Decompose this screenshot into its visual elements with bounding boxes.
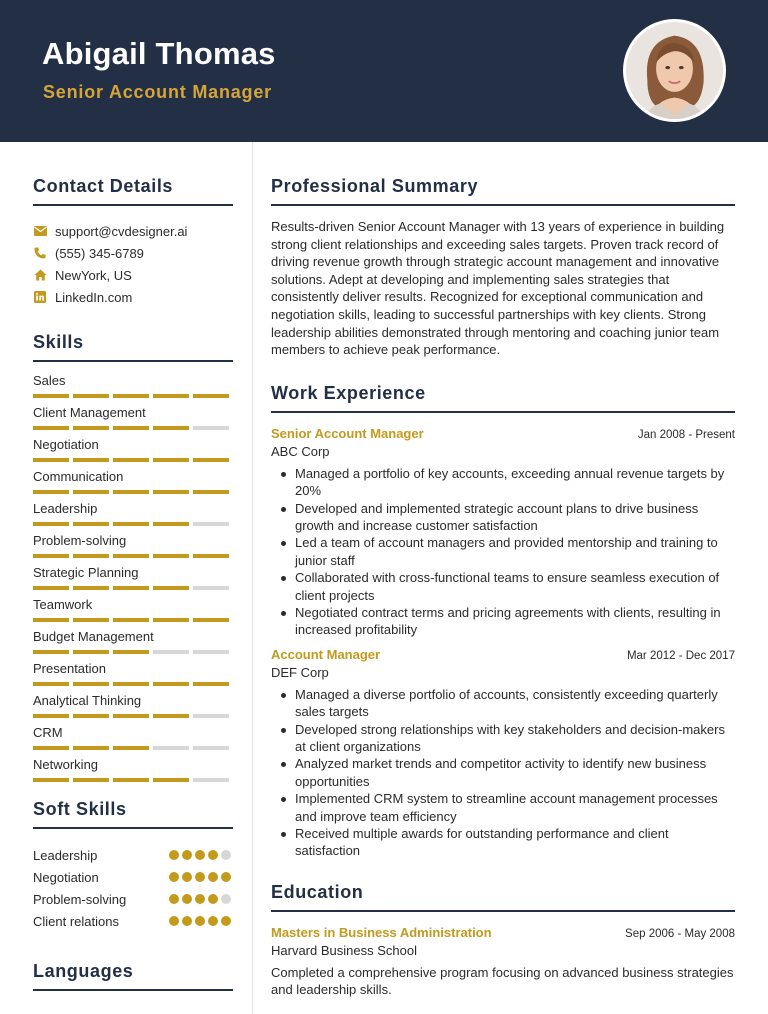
education-date: Sep 2006 - May 2008 (625, 927, 735, 940)
skill-item (33, 597, 233, 629)
work-list (271, 426, 735, 860)
rating-dot (208, 916, 218, 926)
contact-phone[interactable] (33, 242, 233, 264)
skill-level-segment (33, 650, 69, 654)
skill-level-segment (113, 650, 149, 654)
skill-item (33, 533, 233, 565)
candidate-role: Senior Account Manager (43, 82, 272, 102)
soft-skill-rating (169, 916, 231, 926)
rating-dot (195, 872, 205, 882)
skill-level-segment (73, 586, 109, 590)
skill-label: Sales (33, 373, 66, 388)
skill-level-segment (33, 426, 69, 430)
education-section-title: Education (271, 882, 735, 912)
skill-level-segment (153, 586, 189, 590)
envelope-icon (33, 224, 47, 238)
rating-dot (169, 916, 179, 926)
skill-level-segment (73, 426, 109, 430)
skill-level-bar (33, 426, 233, 430)
skill-level-segment (33, 490, 69, 494)
skill-level-segment (33, 778, 69, 782)
resume-header (0, 0, 768, 142)
soft-skill-label: Client relations (33, 913, 119, 929)
skill-label: Problem-solving (33, 533, 127, 548)
job-bullet: Developed and implemented strategic account plans to drive business growth and increase customer satisfaction (295, 500, 735, 535)
skill-level-segment (73, 714, 109, 718)
rating-dot (182, 916, 192, 926)
skill-level-segment (193, 682, 229, 686)
skill-level-segment (33, 394, 69, 398)
skill-level-bar (33, 778, 233, 782)
skill-level-segment (153, 426, 189, 430)
skill-level-segment (33, 554, 69, 558)
job-header (271, 647, 735, 662)
skill-level-segment (73, 746, 109, 750)
job-date: Mar 2012 - Dec 2017 (626, 649, 735, 662)
contact-location (33, 264, 233, 286)
education-header (271, 925, 735, 940)
skill-level-segment (73, 650, 109, 654)
skill-item (33, 565, 233, 597)
contact-location-text: NewYork, US (55, 267, 132, 283)
skill-level-segment (33, 714, 69, 718)
skill-level-segment (33, 522, 69, 526)
skill-level-segment (73, 554, 109, 558)
skill-level-bar (33, 554, 233, 558)
skill-level-segment (113, 586, 149, 590)
skill-level-bar (33, 650, 233, 654)
rating-dot (169, 872, 179, 882)
skill-item (33, 469, 233, 501)
skill-level-segment (33, 746, 69, 750)
job-entry (271, 426, 735, 639)
rating-dot (221, 850, 231, 860)
skill-level-bar (33, 490, 233, 494)
skill-level-segment (73, 778, 109, 782)
skill-level-segment (153, 746, 189, 750)
job-bullet: Managed a portfolio of key accounts, exceeding annual revenue targets by 20% (295, 465, 735, 500)
column-divider (252, 142, 253, 1014)
contact-linkedin[interactable] (33, 286, 233, 308)
skill-level-segment (153, 650, 189, 654)
soft-skills-section-title: Soft Skills (33, 799, 233, 829)
job-bullet: Negotiated contract terms and pricing agreements with clients, resulting in increased profitability (295, 604, 735, 639)
skill-level-segment (193, 746, 229, 750)
skill-level-segment (193, 426, 229, 430)
skill-level-segment (153, 522, 189, 526)
skill-level-segment (33, 458, 69, 462)
skill-level-bar (33, 522, 233, 526)
contact-phone-text: (555) 345-6789 (55, 245, 144, 261)
skills-list (33, 373, 233, 789)
skill-label: Networking (33, 757, 99, 772)
skill-label: Analytical Thinking (33, 693, 142, 708)
rating-dot (182, 850, 192, 860)
soft-skill-item (33, 844, 233, 866)
soft-skill-label: Leadership (33, 847, 98, 863)
right-column (271, 142, 735, 999)
skill-level-segment (153, 458, 189, 462)
languages-section-title: Languages (33, 961, 233, 991)
summary-section-title: Professional Summary (271, 176, 735, 206)
education-list (271, 925, 735, 999)
skill-level-segment (73, 682, 109, 686)
skill-level-segment (73, 490, 109, 494)
skill-level-segment (193, 490, 229, 494)
work-section-title: Work Experience (271, 383, 735, 413)
skill-level-segment (113, 490, 149, 494)
skill-level-segment (193, 650, 229, 654)
skill-level-segment (153, 490, 189, 494)
rating-dot (195, 916, 205, 926)
contact-linkedin-text: LinkedIn.com (55, 289, 133, 305)
job-bullet: Analyzed market trends and competitor activity to identify new business opportunities (295, 755, 735, 790)
skill-level-segment (113, 394, 149, 398)
rating-dot (221, 872, 231, 882)
skill-label: Leadership (33, 501, 98, 516)
skill-level-segment (153, 554, 189, 558)
rating-dot (221, 894, 231, 904)
soft-skill-item (33, 866, 233, 888)
left-column (33, 142, 233, 991)
skill-label: Strategic Planning (33, 565, 139, 580)
skill-level-segment (193, 394, 229, 398)
job-bullet: Received multiple awards for outstanding performance and client satisfaction (295, 825, 735, 860)
rating-dot (195, 850, 205, 860)
skill-label: Communication (33, 469, 124, 484)
skill-level-bar (33, 618, 233, 622)
rating-dot (182, 894, 192, 904)
skill-level-segment (153, 394, 189, 398)
skill-level-segment (193, 522, 229, 526)
skill-item (33, 725, 233, 757)
skill-item (33, 629, 233, 661)
skill-level-segment (113, 746, 149, 750)
skill-level-segment (113, 618, 149, 622)
job-company: DEF Corp (271, 664, 329, 680)
skill-level-segment (193, 554, 229, 558)
skill-item (33, 373, 233, 405)
skill-label: Presentation (33, 661, 106, 676)
soft-skill-rating (169, 894, 231, 904)
skill-level-segment (153, 682, 189, 686)
rating-dot (221, 916, 231, 926)
education-description: Completed a comprehensive program focusing on advanced business strategies and leadership skills. (271, 964, 734, 998)
soft-skill-item (33, 910, 233, 932)
job-title: Senior Account Manager (271, 425, 424, 441)
skill-level-segment (73, 458, 109, 462)
soft-skill-label: Problem-solving (33, 891, 127, 907)
skill-level-segment (153, 714, 189, 718)
job-bullet: Implemented CRM system to streamline account management processes and improve team efficiency (295, 790, 735, 825)
skill-level-segment (73, 522, 109, 526)
skill-label: Client Management (33, 405, 146, 420)
candidate-name: Abigail Thomas (42, 36, 276, 71)
contact-section-title: Contact Details (33, 176, 233, 206)
skill-label: Negotiation (33, 437, 99, 452)
skill-level-bar (33, 458, 233, 462)
skill-level-segment (153, 618, 189, 622)
profile-photo (623, 19, 726, 122)
contact-list (33, 220, 233, 308)
home-icon (33, 268, 47, 282)
skill-level-segment (73, 394, 109, 398)
skill-level-bar (33, 682, 233, 686)
skill-level-segment (193, 618, 229, 622)
skills-section-title: Skills (33, 332, 233, 362)
soft-skills-list (33, 844, 233, 932)
summary-text: Results-driven Senior Account Manager with 13 years of experience in building strong client relationships and exceeding sales targets. Proven track record of driving revenue growth through strategic account management and innovative solutions. Adept at developing and implementing sales strategies that consistently deliver results. Recognized for exceptional communication and negotiation skills, leading to successful partnerships with key clients. Strong leadership abilities demonstrated through mentoring and coaching junior team members to achieve peak performance. (271, 219, 725, 358)
skill-item (33, 661, 233, 693)
rating-dot (169, 850, 179, 860)
skill-item (33, 405, 233, 437)
skill-level-segment (193, 714, 229, 718)
contact-email[interactable] (33, 220, 233, 242)
skill-label: CRM (33, 725, 63, 740)
job-bullets (295, 465, 735, 639)
soft-skill-label: Negotiation (33, 869, 99, 885)
rating-dot (195, 894, 205, 904)
skill-level-segment (113, 778, 149, 782)
job-entry (271, 647, 735, 860)
job-bullets (295, 686, 735, 860)
job-company: ABC Corp (271, 443, 330, 459)
rating-dot (208, 850, 218, 860)
degree-title: Masters in Business Administration (271, 924, 492, 940)
skill-level-bar (33, 586, 233, 590)
job-bullet: Developed strong relationships with key stakeholders and decision-makers at client organizations (295, 721, 735, 756)
profile-photo-image (626, 22, 723, 119)
linkedin-icon (33, 290, 47, 304)
skill-level-bar (33, 746, 233, 750)
job-title: Account Manager (271, 646, 381, 662)
rating-dot (169, 894, 179, 904)
job-date: Jan 2008 - Present (637, 428, 735, 441)
soft-skill-rating (169, 850, 231, 860)
skill-level-segment (113, 714, 149, 718)
school-name: Harvard Business School (271, 942, 417, 958)
skill-item (33, 693, 233, 725)
skill-level-segment (193, 778, 229, 782)
rating-dot (208, 872, 218, 882)
skill-level-segment (113, 554, 149, 558)
skill-level-segment (113, 682, 149, 686)
skill-label: Teamwork (33, 597, 93, 612)
skill-level-segment (193, 458, 229, 462)
skill-level-segment (33, 618, 69, 622)
job-bullet: Collaborated with cross-functional teams to ensure seamless execution of client projects (295, 569, 735, 604)
skill-level-segment (193, 586, 229, 590)
job-bullet: Led a team of account managers and provided mentorship and training to junior staff (295, 534, 735, 569)
soft-skill-item (33, 888, 233, 910)
skill-level-segment (153, 778, 189, 782)
soft-skill-rating (169, 872, 231, 882)
skill-item (33, 501, 233, 533)
contact-email-text: support@cvdesigner.ai (55, 223, 188, 239)
skill-level-segment (113, 522, 149, 526)
education-entry (271, 925, 735, 999)
skill-item (33, 757, 233, 789)
skill-level-segment (73, 618, 109, 622)
skill-level-segment (113, 426, 149, 430)
skill-level-segment (113, 458, 149, 462)
job-bullet: Managed a diverse portfolio of accounts, consistently exceeding quarterly sales targets (295, 686, 735, 721)
rating-dot (182, 872, 192, 882)
skill-level-segment (33, 682, 69, 686)
skill-label: Budget Management (33, 629, 154, 644)
job-header (271, 426, 735, 441)
skill-level-bar (33, 394, 233, 398)
phone-icon (33, 246, 47, 260)
skill-item (33, 437, 233, 469)
rating-dot (208, 894, 218, 904)
skill-level-bar (33, 714, 233, 718)
skill-level-segment (33, 586, 69, 590)
